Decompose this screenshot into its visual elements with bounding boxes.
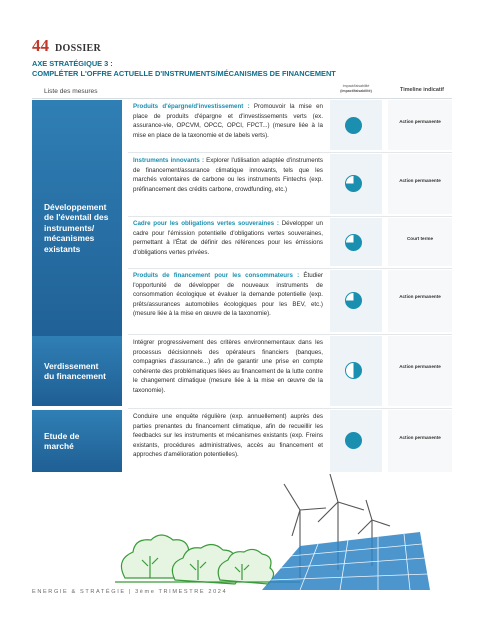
impact-pie [345, 432, 362, 449]
axe-title-line2: COMPLÉTER L'OFFRE ACTUELLE D'INSTRUMENTS/MÉCANISMES DE FINANCEMENT [32, 69, 336, 78]
measure-title: Cadre pour les obligations vertes souveraines : [133, 220, 279, 227]
measure-description [133, 338, 323, 396]
category-developpement [32, 100, 122, 356]
timeline-cell [388, 100, 452, 150]
row-divider [128, 152, 452, 153]
column-header-impact-line1: Impact/faisabilité [342, 84, 370, 88]
category-etude-marche [32, 410, 122, 472]
green-energy-illustration [0, 470, 480, 590]
timeline-value: Court terme [406, 236, 434, 241]
tree-group-icon [121, 535, 273, 584]
column-header-mesures: Liste des mesures [44, 88, 98, 95]
row-divider [128, 334, 452, 335]
measure-description [133, 271, 323, 319]
impact-pie [345, 292, 362, 309]
measure-text: Intégrer progressivement des critères environnementaux dans les processus décisionnels des opérateurs financiers (banques, compagnies d'assurance...) afin de garantir une prise en compte cohérente des problématiques liées au financement de la lutte contre le changement climatique (mesure liée à la mise en œuvre de la taxonomie). [133, 339, 323, 394]
axe-title-line1: AXE STRATÉGIQUE 3 : [32, 59, 113, 68]
timeline-cell [388, 410, 452, 472]
measure-description [133, 102, 323, 140]
measure-text: Développer un cadre pour l'émission potentielle d'obligations vertes souveraines, permettant à l'État de définir des références pour les émissions d'obligations vertes privées. [133, 220, 323, 256]
page-header [32, 36, 101, 56]
section-name: DOSSIER [55, 43, 102, 54]
header-divider [32, 98, 452, 99]
column-header-impact-line2: (impact/faisabilité) [340, 88, 372, 93]
measure-text: Promouvoir la mise en place de produits d'épargne et d'investissements verts (ex. assurance-vie, OPCVM, OPCC, OPCI, FPCT...) (mesure liée à la mise en place de la taxonomie et de labels verts). [133, 103, 323, 139]
impact-pie [345, 117, 362, 134]
measure-title: Instruments innovants : [133, 157, 205, 164]
category-label: Etude de marché [44, 430, 80, 451]
measure-title: Produits d'épargne/d'investissement : [133, 103, 250, 110]
impact-pie [345, 234, 362, 251]
impact-pie [345, 362, 362, 379]
category-label: Verdissement du financement [44, 360, 106, 381]
timeline-value: Action permanente [399, 178, 441, 183]
timeline-cell [388, 336, 452, 406]
measure-description [133, 219, 323, 257]
timeline-value: Action permanente [399, 435, 441, 440]
timeline-cell [388, 218, 452, 266]
timeline-cell [388, 154, 452, 214]
measure-text: Conduire une enquête régulière (exp. annuellement) auprès des parties prenantes du financement climatique, afin de recueillir les feedbacks sur les instruments et mécanismes existants (exp. Freins existants, procédures administratives, accès au financement et approches d'amélioration potentielles). [133, 413, 323, 459]
page-footer: ENERGIE & STRATÉGIE | 3ème TRIMESTRE 2024 [32, 589, 228, 595]
timeline-value: Action permanente [399, 294, 441, 299]
measure-text: Étudier l'opportunité de développer de nouveaux instruments de consommation écologique et évaluer la demande potentielle (exp. prêts/assurances automobiles écologiques pour les BEV, etc.) (mesure liée à la mise en œuvre de la taxonomie). [133, 272, 323, 318]
timeline-cell [388, 270, 452, 332]
row-divider [128, 408, 452, 409]
row-divider [128, 268, 452, 269]
solar-panel-icon [262, 532, 430, 590]
row-divider [128, 216, 452, 217]
category-verdissement [32, 336, 122, 406]
measure-title: Produits de financement pour les consommateurs : [133, 272, 300, 279]
measure-description [133, 412, 323, 460]
timeline-value: Action permanente [399, 364, 441, 369]
category-label: Développement de l'éventail des instruments/ mécanismes existants [44, 201, 109, 254]
column-header-impact [330, 84, 382, 93]
measure-description [133, 156, 323, 194]
column-header-timeline: Timeline indicatif [400, 87, 444, 93]
timeline-value: Action permanente [399, 119, 441, 124]
measure-text: Explorer l'utilisation adaptée d'instruments de financement/assurance climatique innovants, tels que les marchés volontaires de carbone ou les instruments Fintechs (exp. préfinancement des crédits carbone, crowdfunding, etc.) [133, 157, 323, 193]
axe-title [32, 59, 336, 79]
impact-pie [345, 175, 362, 192]
page-number: 44 [32, 36, 49, 55]
